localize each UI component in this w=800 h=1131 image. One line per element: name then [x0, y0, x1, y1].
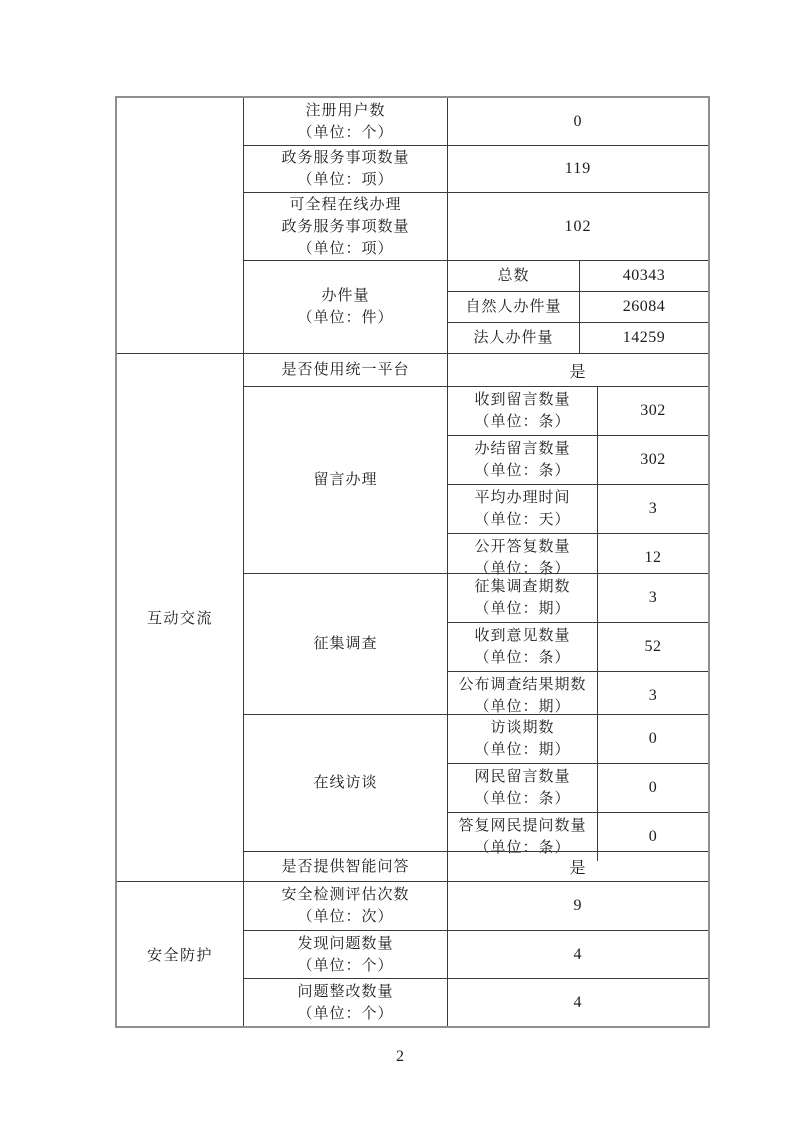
subrow-value: 0 [648, 828, 658, 845]
table-section-security [117, 881, 708, 1026]
row-value: 9 [573, 897, 583, 914]
subrow-natural-person [448, 291, 708, 322]
row-value: 是 [569, 860, 587, 877]
row-label-cell [244, 98, 448, 145]
row-label: 政务服务事项数量 [281, 150, 410, 166]
subrow-value: 14259 [622, 329, 666, 346]
subrow-label: 收到留言数量 （单位：条） [448, 387, 598, 435]
row-label: 安全检测评估次数 [281, 887, 410, 903]
row-label: 可全程在线办理 [289, 196, 402, 213]
table-row-security-assessments [244, 882, 708, 930]
row-label: 留言办理 [313, 472, 378, 488]
subrow-label: 自然人办件量 [448, 292, 580, 322]
row-label-cell [244, 574, 448, 714]
row-label: 问题整改数量 [297, 983, 394, 1000]
row-label-line2: 政务服务事项数量 [281, 218, 410, 235]
row-value: 是 [569, 363, 587, 381]
government-report-table [115, 96, 710, 1028]
table-row-registered-users [244, 98, 708, 145]
row-label: 是否提供智能问答 [281, 858, 410, 875]
row-label-cell [244, 882, 448, 930]
row-value: 4 [573, 993, 583, 1011]
subrow-value: 12 [644, 549, 662, 566]
subrow-results-published [448, 671, 708, 720]
row-label: 办件量 [321, 288, 370, 304]
subrow-value: 40343 [622, 267, 666, 284]
row-label: 在线访谈 [313, 775, 378, 791]
subrow-label: 网民留言数量 （单位：条） [448, 764, 598, 812]
subrow-value: 0 [648, 730, 658, 747]
subrow-label: 答复网民提问数量 （单位：条） [448, 813, 598, 861]
subrow-label: 公布调查结果期数 （单位：期） [448, 672, 598, 720]
row-label: 征集调查 [313, 636, 378, 652]
subrow-value: 52 [644, 638, 662, 655]
row-unit: （单位：个） [297, 124, 394, 141]
table-row-unified-platform [244, 354, 708, 386]
row-label-cell [244, 979, 448, 1026]
row-value: 0 [573, 112, 583, 130]
subrow-messages-resolved [448, 435, 708, 484]
subrow-label: 访谈期数 （单位：期） [448, 715, 598, 763]
row-unit: （单位：项） [297, 240, 394, 257]
row-label-cell [244, 931, 448, 978]
subrow-netizen-messages [448, 763, 708, 812]
subrow-average-handling-time [448, 484, 708, 533]
row-label-cell [244, 146, 448, 192]
table-section-interaction [117, 353, 708, 881]
row-label-cell [244, 193, 448, 260]
row-label-cell [244, 715, 448, 851]
subrow-interview-issues [448, 715, 708, 763]
table-row-online-interview [244, 714, 708, 856]
subrow-label: 总数 [448, 261, 580, 291]
row-label-cell [244, 261, 448, 353]
subrow-total [448, 261, 708, 291]
row-unit: （单位：件） [297, 310, 394, 326]
table-row-online-service-items [244, 192, 708, 260]
row-label-cell [244, 387, 448, 573]
row-label-cell [244, 852, 448, 881]
table-row-problems-fixed [244, 978, 708, 1026]
page-number: 2 [396, 1048, 404, 1065]
category-cell-security: 安全防护 [117, 882, 244, 1026]
row-unit: （单位：个） [297, 1005, 394, 1022]
subrow-value: 3 [648, 500, 658, 517]
row-unit: （单位：次） [297, 909, 394, 925]
row-unit: （单位：个） [297, 957, 394, 974]
table-row-survey [244, 573, 708, 714]
subrow-label: 征集调查期数 （单位：期） [448, 574, 598, 622]
table-row-case-volume [244, 260, 708, 353]
subrow-label: 办结留言数量 （单位：条） [448, 436, 598, 484]
subrow-survey-issues [448, 574, 708, 622]
subrow-value: 302 [640, 451, 666, 468]
row-unit: （单位：项） [297, 172, 394, 188]
row-label: 是否使用统一平台 [281, 362, 410, 378]
row-label: 发现问题数量 [297, 935, 394, 952]
row-value: 102 [564, 217, 592, 235]
subrow-legal-person [448, 322, 708, 353]
subrow-label: 平均办理时间 （单位：天） [448, 485, 598, 533]
subrow-value: 3 [648, 687, 658, 704]
table-row-smart-qa [244, 851, 708, 881]
subrow-label: 收到意见数量 （单位：条） [448, 623, 598, 671]
subrow-value: 302 [640, 402, 666, 419]
category-cell-interaction: 互动交流 [117, 354, 244, 881]
subrow-label: 法人办件量 [448, 323, 580, 353]
table-row-problems-found [244, 930, 708, 978]
subrow-messages-received [448, 387, 708, 435]
subrow-opinions-received [448, 622, 708, 671]
row-value: 119 [564, 160, 592, 177]
row-label-cell [244, 354, 448, 386]
table-row-service-items [244, 145, 708, 192]
subrow-label: 公开答复数量 （单位：条） [448, 534, 598, 582]
subrow-value: 0 [648, 779, 658, 796]
subrow-value: 3 [648, 589, 658, 606]
subrow-value: 26084 [622, 298, 666, 315]
table-section-service [117, 98, 708, 353]
table-row-message-handling [244, 386, 708, 577]
row-value: 4 [573, 945, 583, 963]
row-label: 注册用户数 [305, 102, 386, 119]
category-cell-empty [117, 98, 244, 353]
